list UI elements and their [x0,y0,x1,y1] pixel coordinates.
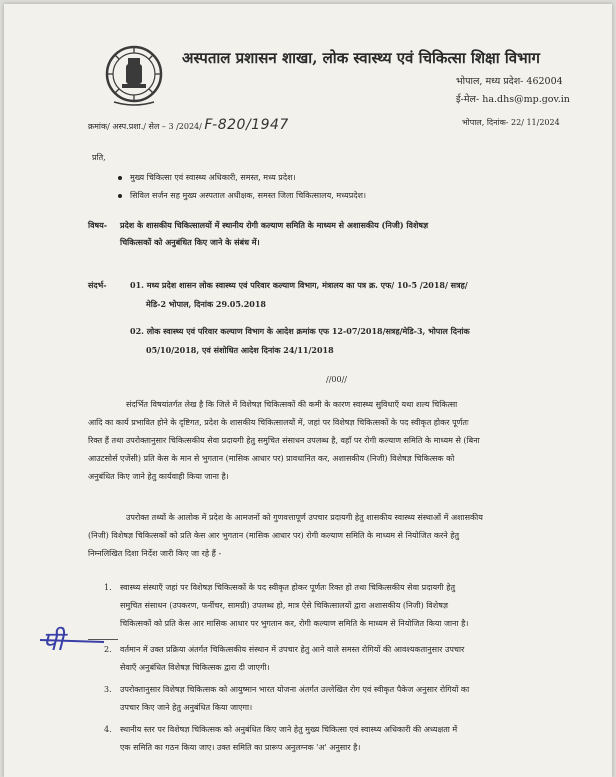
point-1-line: समुचित संसाधन (उपकरण, फर्नीचर, सामग्री) उपलब्ध हो, मात्र ऐसे चिकित्सालयों द्वारा अशासकीय (निजी) विशेषज्ञ [120,601,448,610]
point-3-line: उपरोक्तानुसार विशेषज्ञ चिकित्सक को आयुष्मान भारत योजना अंतर्गत उल्लेखित रोग एवं स्वीकृत पैकेज अनुसार रोगियों का [120,685,470,694]
to-label: प्रति, [92,153,106,162]
point-number: 4. [104,725,112,734]
letter-reference [88,117,289,133]
point-2-line: सेवाएँ अनुबंधित विशेषज्ञ चिकित्सक द्वारा दी जाएगी। [120,663,270,672]
subject-line: चिकित्सकों को अनुबंधित किए जाने के संबंध में। [120,237,260,247]
paragraph-1-line: रिक्त हैं तथा उपरोक्तानुसार चिकित्सकीय सेवा प्रदायगी हेतु समुचित संसाधन उपलब्ध है, वहाँ पर रोगी कल्याण समिति के माध्यम से (बिना [88,436,480,445]
recipient-item: सिविल सर्जन सह मुख्य अस्पताल अधीक्षक, समस्त जिला चिकित्सालय, मध्यप्रदेश। [118,190,366,202]
paragraph-1-line: अनुबंधित किए जाने हेतु कार्यवाही किया जाना है। [88,472,229,481]
mp-emblem-seal [104,44,164,108]
bullet-icon [118,176,122,180]
paragraph-1-line: आउटसोर्स एजेंसी) प्रति केस के मान से भुगतान (मासिक आधार पर) प्रावधानित कर, अशासकीय (निजी) विशेषज्ञ चिकित्सक को [88,454,455,463]
reference-2-line: 05/10/2018, एवं संशोधित आदेश दिनांक 24/11/2018 [146,345,334,355]
department-title: अस्पताल प्रशासन शाखा, लोक स्वास्थ्य एवं चिकित्सा शिक्षा विभाग [182,49,540,67]
reference-2-line: 02. लोक स्वास्थ्य एवं परिवार कल्याण विभाग के आदेश क्रमांक एफ 12-07/2018/सत्रह/मेडि-3, भोपाल दिनांक [130,326,470,336]
department-city: भोपाल, मध्य प्रदेश- 462004 [456,76,563,87]
point-1-line: चिकित्सकों को प्रति केस आर मासिक आधार पर भुगतान कर, रोगी कल्याण समिति के माध्यम से नियोजित किया जाना है। [120,619,469,628]
paragraph-2-line: निम्नलिखित दिशा निर्देश जारी किए जा रहे हैं - [88,549,222,558]
handwritten-reference-number: F-820/1947 [204,117,289,133]
bullet-icon [118,194,122,198]
separator-mark: //00// [326,375,347,384]
department-email: ई-मेल- ha.dhs@mp.gov.in [456,94,570,105]
point-number: 3. [104,685,112,694]
handwritten-margin-note: पी [42,627,64,657]
pen-annotation-icon [34,616,106,666]
reference-prefix: क्रमांक/ अस्प.प्रशा./ सेल – 3 /2024/ [88,122,202,131]
point-number: 2. [104,645,112,654]
point-4-line: एक समिति का गठन किया जाए। उक्त समिति का प्रारूप अनुलग्नक 'अ' अनुसार है। [120,743,361,752]
reference-1-line: 01. मध्य प्रदेश शासन लोक स्वास्थ्य एवं परिवार कल्याण विभाग, मंत्रालय का पत्र क्र. एफ/ 10-5 /2018/ सत्रह/ [130,280,468,290]
paragraph-1-line: आदि का कार्य प्रभावित होने के दृष्टिगत, प्रदेश के शासकीय चिकित्सालयों में, जहां पर विशेषज्ञ चिकित्सकों के पद स्वीकृत होकर पूर्णतः [88,418,469,427]
subject-line: प्रदेश के शासकीय चिकित्सालयों में स्थानीय रोगी कल्याण समिति के माध्यम से अशासकीय (निजी) विशेषज्ञ [120,220,429,230]
paragraph-1-line: संदर्भित विषयांतर्गत लेख है कि जिले में विशेषज्ञ चिकित्सकों की कमी के कारण स्वास्थ्य सुविधाएँ यथा शल्य चिकित्सा [126,400,458,409]
letter-place-date: भोपाल, दिनांक- 22/ 11/2024 [462,118,560,127]
paragraph-2-line: (निजी) विशेषज्ञ चिकित्सकों को प्रति केस आर भुगतान (मासिक आधार पर) रोगी कल्याण समिति के माध्यम से नियोजित करने हेतु [88,531,460,540]
reference-1-line: मेडि-2 भोपाल, दिनांक 29.05.2018 [146,299,266,309]
references-label: संदर्भ- [88,280,107,290]
point-3-line: उपचार किए जाने हेतु अनुबंधित किया जाएगा। [120,703,253,712]
paragraph-2-line: उपरोक्त तथ्यों के आलोक में प्रदेश के आमजनों को गुणवत्तापूर्ण उपचार प्रदायगी हेतु शासकीय स्वास्थ्य संस्थाओं में अशासकीय [126,513,483,522]
subject-label: विषय- [88,220,108,230]
point-2-line: वर्तमान में उक्त प्रक्रिया अंतर्गत चिकित्सकीय संस्थान में उपचार हेतु आने वाले समस्त रोगियों की आवश्यकतानुसार उपचार [120,645,465,654]
point-number: 1. [104,583,112,592]
point-1-line: स्वास्थ्य संस्थाएँ जहां पर विशेषज्ञ चिकित्सकों के पद स्वीकृत होकर पूर्णतः रिक्त हो तथा चिकित्सकीय सेवा प्रदायगी हेतु [120,583,456,592]
recipient-item: मुख्य चिकित्सा एवं स्वास्थ्य अधिकारी, समस्त, मध्य प्रदेश। [118,172,296,184]
letter-page [4,4,612,777]
point-4-line: स्थानीय स्तर पर विशेषज्ञ चिकित्सक को अनुबंधित किए जाने हेतु मुख्य चिकित्सा एवं स्वास्थ्य अधिकारी की अध्यक्षता में [120,725,458,734]
